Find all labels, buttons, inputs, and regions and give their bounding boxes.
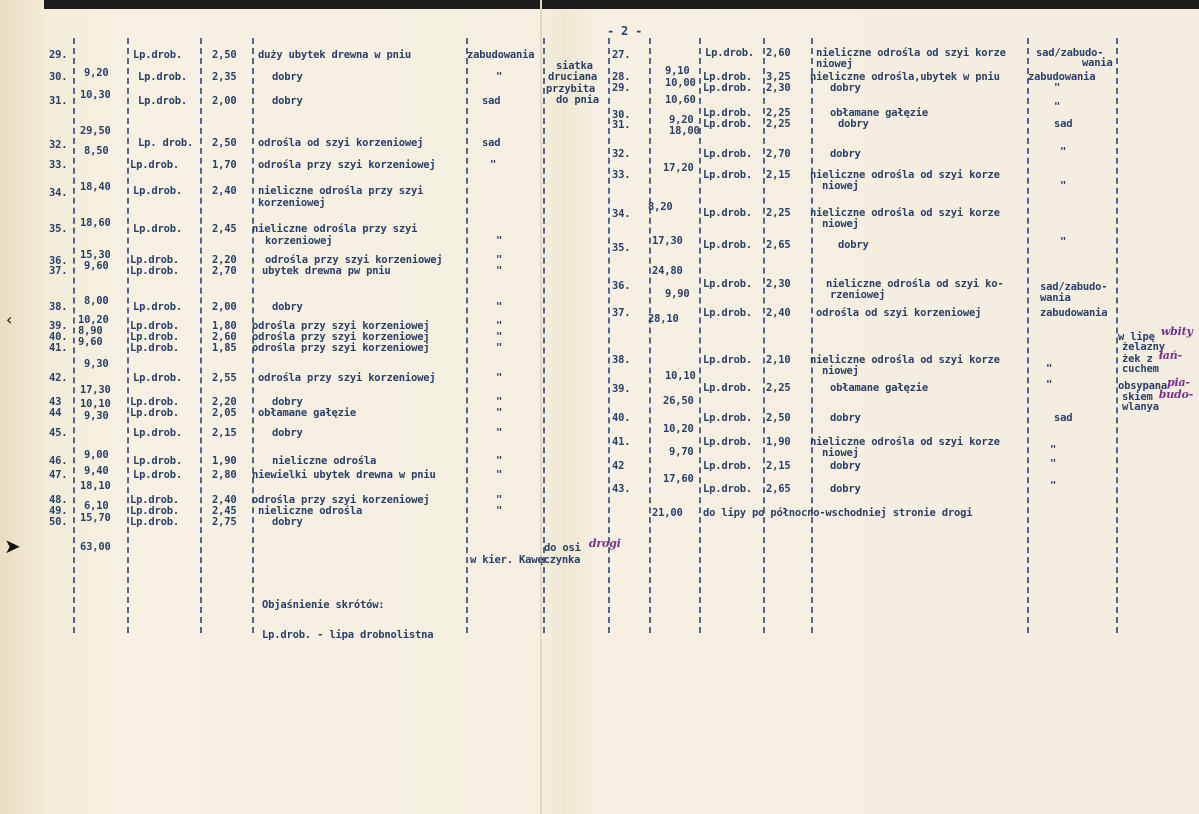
row-dist: 8,00 [84,295,109,307]
row-dist: 10,10 [665,370,696,382]
side-note-line: żelazny [1122,341,1165,353]
row-nr: 46. [49,455,68,467]
row-note: sad/zabudo- [1036,47,1104,59]
row-height: 2,70 [766,148,791,160]
row-species: Lp.drob. [130,320,179,332]
row-height: 2,65 [766,483,791,495]
row-height: 2,00 [212,301,237,313]
row-nr: 29. [49,49,68,61]
row-height: 2,40 [212,185,237,197]
row-dist: 17,30 [652,235,683,247]
scan-left-edge [0,0,44,814]
row-nr: 34. [612,208,631,220]
rule-line [73,38,75,633]
scan-top-border [0,0,1199,9]
row-desc: odrośla przy szyi korzeniowej [258,159,436,171]
row-note: sad [482,137,501,149]
row-species: Lp.drob. [130,407,179,419]
row-nr: 45. [49,427,68,439]
row-height: 1,70 [212,159,237,171]
row-height: 2,40 [212,494,237,506]
row-note: " [496,254,503,266]
row-height: 2,55 [212,372,237,384]
row-species: Lp.drob. [703,169,752,181]
row-note: sad [482,95,501,107]
row-species: Lp.drob. [703,207,752,219]
row-desc: dobry [830,460,861,472]
row-desc: dobry [272,71,303,83]
row-desc: dobry [272,301,303,313]
row-desc: dobry [272,427,303,439]
mid-note-line: druciana [548,71,597,83]
row-height: 2,50 [212,49,237,61]
row-note: " [1046,379,1053,391]
row-height: 2,70 [212,265,237,277]
row-nr: 35. [49,223,68,235]
row-nr: 39. [612,383,631,395]
row-dist: 10,20 [78,314,109,326]
row-nr: 50. [49,516,68,528]
row-dist: 8,20 [648,201,673,213]
row-desc: nieliczne odrośla od szyi ko- [826,278,1004,290]
row-dist: 9,90 [665,288,690,300]
row-height: 2,40 [766,307,791,319]
side-note-line: wlanya [1122,401,1159,413]
row-desc: niewielki ubytek drewna w pniu [252,469,436,481]
row-nr: 43. [612,483,631,495]
row-desc: dobry [830,148,861,160]
row-note: zabudowania [1028,71,1096,83]
row-species: Lp.drob. [130,396,179,408]
row-height: 2,00 [212,95,237,107]
row-note-cont: wania [1040,292,1071,304]
row-desc-cont: korzeniowej [258,197,326,209]
row-height: 2,20 [212,254,237,266]
axis-note [544,537,621,554]
legend-title: Objaśnienie skrótów: [262,599,385,611]
row-desc: nieliczne odrośla przy szyi [252,223,418,235]
row-nr: 32. [49,139,68,151]
row-species: Lp.drob. [130,331,179,343]
total-dist: 63,00 [80,541,111,553]
row-height: 1,80 [212,320,237,332]
row-nr: 38. [49,301,68,313]
row-height: 1,90 [766,436,791,448]
row-note: " [496,469,503,481]
row-nr: 49. [49,505,68,517]
axis-note-direction: w kier. Kawęczynka [470,554,581,566]
rule-line [811,38,813,633]
row-note: " [496,505,503,517]
row-species: Lp.drob. [703,483,752,495]
row-nr: 40. [49,331,68,343]
row-species: Lp.drob. [703,148,752,160]
mid-note-line: przybita [546,83,595,95]
margin-mark-icon: ‹ [6,310,13,329]
row-height: 2,25 [766,382,791,394]
row-species: Lp.drob. [703,354,752,366]
row-height: 2,25 [766,207,791,219]
row-desc: odrośla przy szyi korzeniowej [265,254,443,266]
row-species: Lp.drob. [703,307,752,319]
row-desc: dobry [272,396,303,408]
row-note: " [1060,180,1067,192]
row-species: Lp.drob. [703,118,752,130]
row-desc: nieliczne odrośla przy szyi [258,185,424,197]
row-species: Lp.drob. [703,412,752,424]
row-species: Lp.drob. [703,460,752,472]
row-dist: 26,50 [663,395,694,407]
row-desc: odrośla przy szyi korzeniowej [252,494,430,506]
row-height: 2,05 [212,407,237,419]
row-desc: odrośla przy szyi korzeniowej [252,342,430,354]
row-note: " [496,494,503,506]
row-desc-cont: niowej [822,447,859,459]
side-note-handwritten: pia- [1166,376,1190,389]
row-dist: 9,10 [665,65,690,77]
row-species: Lp.drob. [133,469,182,481]
side-note-handwritten: łań- [1158,349,1182,362]
row-desc: nieliczne odrośla,ubytek w pniu [810,71,1000,83]
row-height: 2,30 [766,82,791,94]
row-species: Lp.drob. [130,505,179,517]
page-fold [540,0,542,814]
row-note: sad [1054,412,1073,424]
row-dist: 29,50 [80,125,111,137]
row-species: Lp.drob. [130,159,179,171]
row-dist: 18,00 [669,125,700,137]
row-nr: 33. [49,159,68,171]
row-nr: 41. [49,342,68,354]
row-nr: 36. [612,280,631,292]
rule-line [200,38,202,633]
row-desc: dobry [272,95,303,107]
row-nr: 44 [49,407,62,419]
row-desc-cont: korzeniowej [265,235,333,247]
row-dist: 9,30 [84,358,109,370]
row-height: 2,45 [212,505,237,517]
side-note-text: żek z [1122,353,1153,365]
row-nr: 36. [49,255,68,267]
row-nr: 31. [49,95,68,107]
row-nr: 39. [49,320,68,332]
row-desc: nieliczne odrośla [272,455,377,467]
row-nr: 48. [49,494,68,506]
row-dist: 10,10 [80,398,111,410]
row-desc: dobry [830,82,861,94]
row-note-cont: wania [1082,57,1113,69]
row-nr: 43 [49,396,62,408]
row-desc-cont: niowej [816,58,853,70]
row-nr: 47. [49,469,68,481]
row-height: 1,85 [212,342,237,354]
row-note: " [1060,236,1067,248]
row-species: Lp.drob. [133,372,182,384]
row-height: 2,25 [766,118,791,130]
row-species: Lp.drob. [130,516,179,528]
row-height: 2,65 [766,239,791,251]
row-species: Lp.drob. [130,342,179,354]
row-nr: 29. [612,82,631,94]
row-dist: 28,10 [648,313,679,325]
row-nr: 37. [49,265,68,277]
row-dist: 6,10 [84,500,109,512]
row-height: 2,20 [212,396,237,408]
row-note: " [1050,444,1057,456]
row-species: Lp.drob. [703,82,752,94]
row-desc-cont: niowej [822,180,859,192]
row-height: 2,50 [766,412,791,424]
row-note: " [496,301,503,313]
row-dist: 21,00 [652,507,683,519]
row-height: 2,60 [212,331,237,343]
row-desc: obłamane gałęzie [830,382,928,394]
row-species: Lp.drob. [133,301,182,313]
row-species: Lp.drob. [133,185,182,197]
row-species: Lp.drob. [705,47,754,59]
rule-line [763,38,765,633]
row-desc-cont: niowej [822,218,859,230]
row-dist: 9,60 [84,260,109,272]
row-desc: dobry [838,118,869,130]
row-dist: 10,00 [665,77,696,89]
row-note: " [490,159,497,171]
row-desc: nieliczne odrośla od szyi korze [810,436,1000,448]
row-dist: 9,60 [78,336,103,348]
row-species: Lp.drob. [133,49,182,61]
row-dist: 9,00 [84,449,109,461]
row-height: 2,25 [766,107,791,119]
row-desc: nieliczne odrośla od szyi korze [816,47,1006,59]
row-desc: nieliczne odrośla od szyi korze [810,354,1000,366]
row-nr: 30. [49,71,68,83]
row-nr: 38. [612,354,631,366]
row-species: Lp.drob. [133,455,182,467]
row-dist: 15,70 [80,512,111,524]
row-desc: odrośla przy szyi korzeniowej [258,372,436,384]
row-desc: ubytek drewna pw pniu [262,265,391,277]
row-note: " [496,265,503,277]
row-height: 2,15 [766,169,791,181]
row-nr: 33. [612,169,631,181]
side-note-text: skiem [1122,391,1153,403]
row-desc: odrośla od szyi korzeniowej [816,307,982,319]
row-note: " [496,372,503,384]
legend-entry: Lp.drob. - lipa drobnolistna [262,629,434,641]
row-desc: dobry [838,239,869,251]
row-nr: 42 [612,460,625,472]
side-note-handwritten: wbity [1160,325,1193,338]
row-note: zabudowania [1040,307,1108,319]
row-note: " [496,455,503,467]
row-species: Lp.drob. [130,254,179,266]
axis-note-handwritten: drogi [588,537,621,550]
row-note: " [1046,363,1053,375]
row-height: 2,10 [766,354,791,366]
row-height: 2,80 [212,469,237,481]
row-species: Lp.drob. [703,278,752,290]
row-species: Lp.drob. [130,494,179,506]
row-dist: 17,30 [80,384,111,396]
row-nr: 41. [612,436,631,448]
row-dist: 24,80 [652,265,683,277]
row-nr: 35. [612,242,631,254]
row-note: " [496,407,503,419]
side-note-line: cuchem [1122,363,1159,375]
row-note: " [1060,146,1067,158]
row-desc: nieliczne odrośla od szyi korze [810,169,1000,181]
row-dist: 10,30 [80,89,111,101]
row-desc: do lipy po północno-wschodniej stronie drogi [703,507,973,519]
row-nr: 31. [612,119,631,131]
row-species: Lp.drob. [703,107,752,119]
row-note: " [496,235,503,247]
row-note: sad [1054,118,1073,130]
row-dist: 17,20 [663,162,694,174]
rule-line [466,38,468,633]
row-note: " [496,320,503,332]
side-note-handwritten: budo- [1158,388,1194,401]
row-nr: 42. [49,372,68,384]
row-nr: 40. [612,412,631,424]
row-height: 2,35 [212,71,237,83]
row-species: Lp.drob. [133,427,182,439]
row-desc: dobry [830,483,861,495]
rule-line [1027,38,1029,633]
row-species: Lp.drob. [133,223,182,235]
row-nr: 37. [612,307,631,319]
row-dist: 10,60 [665,94,696,106]
row-nr: 32. [612,148,631,160]
row-dist: 9,70 [669,446,694,458]
row-height: 2,15 [212,427,237,439]
row-height: 2,45 [212,223,237,235]
row-species: Lp.drob. [703,239,752,251]
margin-arrow-icon: ➤ [4,534,21,558]
row-desc: odrośla przy szyi korzeniowej [252,320,430,332]
row-species: Lp.drob. [138,71,187,83]
row-nr: 28. [612,71,631,83]
row-note: " [496,396,503,408]
row-desc: duży ubytek drewna w pniu [258,49,412,61]
row-desc: obłamane gałęzie [830,107,928,119]
row-dist: 9,20 [84,67,109,79]
page-number: - 2 - [607,24,643,38]
row-nr: 27. [612,49,631,61]
row-dist: 10,20 [663,423,694,435]
row-dist: 9,40 [84,465,109,477]
row-dist: 8,90 [78,325,103,337]
row-species: Lp.drob. [138,95,187,107]
row-note: " [1054,101,1061,113]
row-dist: 18,40 [80,181,111,193]
row-desc: odrośla od szyi korzeniowej [258,137,424,149]
row-dist: 9,30 [84,410,109,422]
row-species: Lp.drob. [703,382,752,394]
row-height: 2,30 [766,278,791,290]
rule-line [127,38,129,633]
row-dist: 15,30 [80,249,111,261]
row-dist: 18,60 [80,217,111,229]
row-species: Lp. drob. [138,137,194,149]
row-dist: 8,50 [84,145,109,157]
rule-line [649,38,651,633]
row-desc: odrośla przy szyi korzeniowej [252,331,430,343]
row-note: " [496,331,503,343]
row-desc: nieliczne odrośla od szyi korze [810,207,1000,219]
axis-note-text: do osi [544,542,581,554]
row-desc: nieliczne odrośla [258,505,363,517]
row-height: 2,15 [766,460,791,472]
row-nr: 34. [49,187,68,199]
row-height: 2,75 [212,516,237,528]
mid-note-line: do pnia [556,94,599,106]
row-note: " [1050,458,1057,470]
side-note-text: obsypana [1118,380,1167,392]
row-height: 1,90 [212,455,237,467]
row-height: 2,60 [766,47,791,59]
row-species: Lp.drob. [130,265,179,277]
row-desc-cont: niowej [822,365,859,377]
row-desc: obłamane gałęzie [258,407,356,419]
mid-note-line: siatka [556,60,593,72]
row-height: 3,25 [766,71,791,83]
row-dist: 18,10 [80,480,111,492]
row-note: " [496,71,503,83]
row-species: Lp.drob. [703,436,752,448]
row-note: sad/zabudo- [1040,281,1108,293]
row-dist: 9,20 [669,114,694,126]
side-note-text: w lipę [1118,331,1155,343]
row-dist: 17,60 [663,473,694,485]
row-species: Lp.drob. [703,71,752,83]
row-note: " [1054,82,1061,94]
row-desc: dobry [830,412,861,424]
row-height: 2,50 [212,137,237,149]
row-note: " [496,342,503,354]
row-desc: dobry [272,516,303,528]
row-note: " [1050,480,1057,492]
row-nr: 30. [612,109,631,121]
row-desc-cont: rzeniowej [830,289,886,301]
row-note: " [496,427,503,439]
row-note: zabudowania [467,49,535,61]
